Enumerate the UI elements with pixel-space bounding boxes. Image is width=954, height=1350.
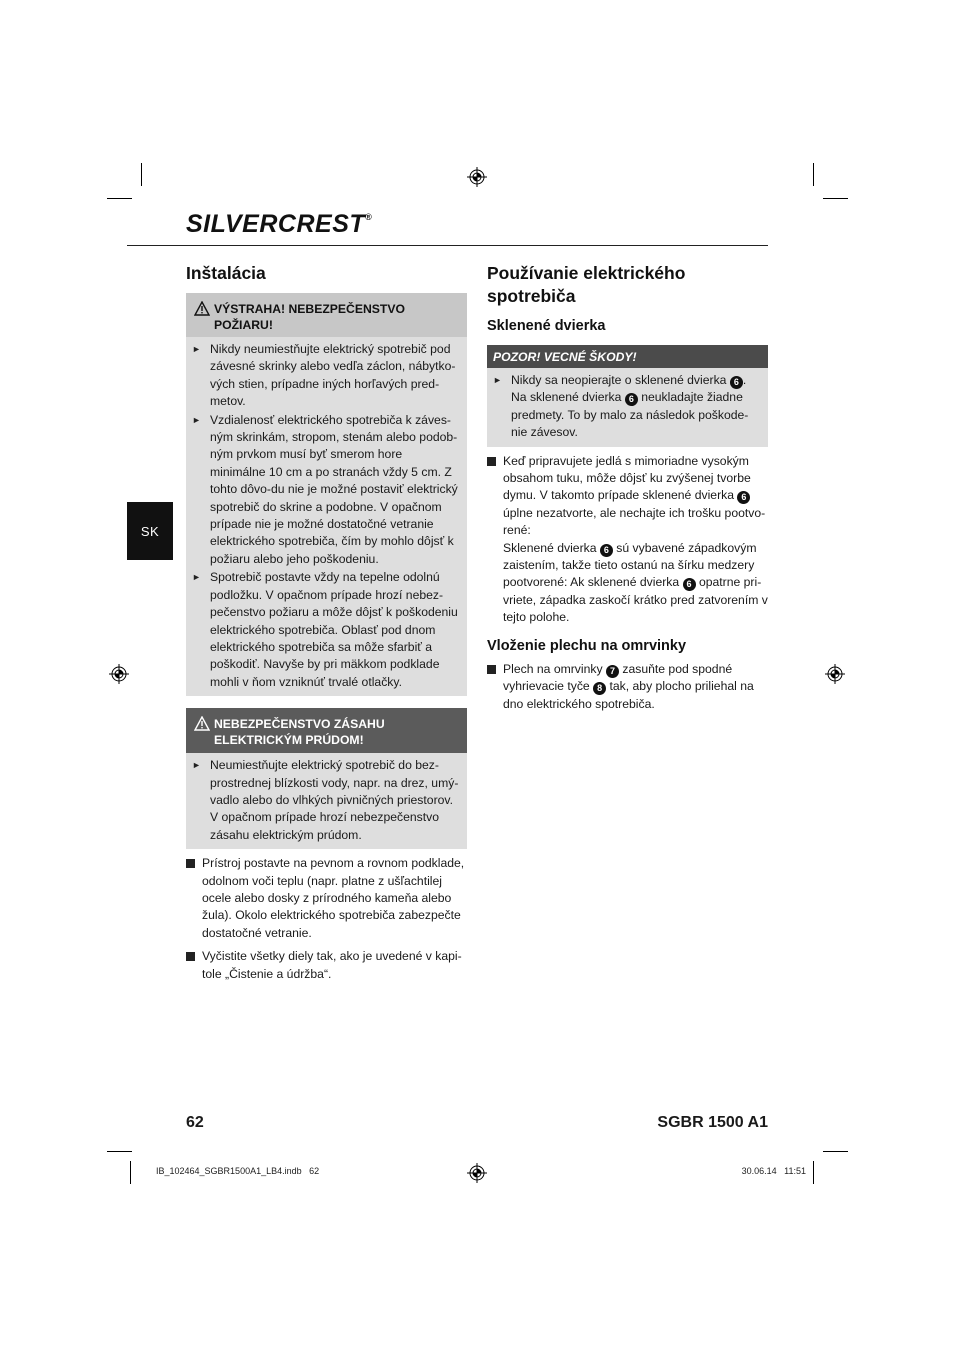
section-title-usage: Používanie elektrického spotrebiča <box>487 263 686 306</box>
text-part: úplne nezatvorte, ale nechajte ich trošku pootvo-rené: <box>503 505 766 538</box>
list-item-text: Vzdialenosť elektrického spotrebiča k záves-ným skrinkám, stropom, stenám alebo podob-ným prvkom musí byť smerom hore minimálne 10 cm a po stranách vždy 5 cm. Z tohto dôvo-du nie je možné postaviť elektrický spotrebič do skrine a podobne. V opačnom prípade nie je možné dostatočné vetranie elektrického spotrebiča, čím by mohlo dôjsť k požiaru alebo jeho poškodeniu. <box>210 412 458 566</box>
fire-warning-box <box>186 293 467 696</box>
registration-mark-icon <box>467 167 487 187</box>
text-part: zasuňte pod spodné vyhrievacie tyče <box>503 661 733 694</box>
list-item-text: Prístroj postavte na pevnom a rovnom podklade, odolnom voči teplu (napr. platne z ušľachtilej ocele alebo dosky z prírodného kameňa alebo žula). Okolo elektrického spotrebiča zabezpečte dostatočné vetranie. <box>202 856 465 940</box>
list-item <box>192 569 459 691</box>
reference-number-6: 6 <box>625 393 638 406</box>
list-item <box>192 341 459 411</box>
registration-mark-icon <box>109 664 129 684</box>
crop-mark <box>107 198 132 199</box>
header-rule <box>127 245 768 246</box>
warning-triangle-icon <box>194 716 210 731</box>
crop-mark <box>141 163 142 186</box>
list-item-text <box>503 661 768 713</box>
shock-warning-heading: NEBEZPEČENSTVO ZÁSAHU ELEKTRICKÝM PRÚDOM! <box>214 717 385 748</box>
reference-number-7: 7 <box>606 665 619 678</box>
list-item <box>186 948 467 983</box>
brand-logo-text: SILVERCREST <box>186 210 366 238</box>
subsection-title-crumb-tray: Vloženie plechu na omrvinky <box>487 637 687 654</box>
warning-triangle-icon <box>194 301 210 316</box>
list-item <box>192 412 459 569</box>
text-part: Nikdy sa neopierajte o sklenené dvierka <box>511 373 727 387</box>
section-title-installation: Inštalácia <box>186 263 266 283</box>
text-part: tak, aby plocho priliehal na dno elektrického spotrebiča. <box>503 679 754 711</box>
arrow-bullet-icon: ► <box>493 375 502 385</box>
list-item <box>493 372 760 442</box>
list-item-text <box>503 453 768 627</box>
shock-warning-header <box>186 708 467 753</box>
registered-mark: ® <box>365 212 373 222</box>
list-item-text: Nikdy neumiestňujte elektrický spotrebič pod závesné skrinky alebo vedľa záclon, nábytko-vých stien, prípadne iných horľavých pred-metov. <box>210 342 456 409</box>
language-tab <box>127 502 173 560</box>
arrow-bullet-icon: ► <box>192 760 201 771</box>
text-part: Keď pripravujete jedlá s mimoriadne vysokým obsahom tuku, môže dôjsť ku zvýšenej tvorbe dymu. V takomto prípade sklenené dvierka <box>503 453 751 503</box>
square-bullet-icon <box>186 948 202 983</box>
text-part: neukladajte žiadne predmety. To by malo za následok poškode-nie závesov. <box>511 390 749 440</box>
reference-number-6: 6 <box>737 491 750 504</box>
print-slug-file: IB_102464_SGBR1500A1_LB4.indb 62 <box>156 1166 320 1176</box>
caution-body <box>487 368 768 447</box>
print-slug-date: 30.06.14 11:51 <box>741 1166 806 1176</box>
crop-mark <box>813 163 814 186</box>
reference-number-6: 6 <box>683 578 696 591</box>
square-bullet-icon <box>487 661 503 713</box>
list-item-text: Vyčistite všetky diely tak, ako je uvedené v kapi-tole „Čistenie a údržba“. <box>202 949 462 981</box>
arrow-bullet-icon: ► <box>192 572 201 583</box>
fire-warning-body <box>186 337 467 696</box>
fire-warning-header <box>186 293 467 337</box>
text-part: opatrne pri-vriete, západka zaskočí krátko pred zatvorením v tejto polohe. <box>503 575 768 625</box>
text-part: Plech na omrvinky <box>503 661 603 676</box>
reference-number-6: 6 <box>730 376 743 389</box>
list-item-text: Neumiestňujte elektrický spotrebič do bez-prostrednej blízkosti vody, napr. na drez, umý-vadlo alebo do vlhkých pivničných priestorov. V opačnom prípade hrozí nebezpečenstvo zásahu elektrickým prúdom. <box>210 758 459 842</box>
list-item-text: Spotrebič postavte vždy na tepelne odolnú podložku. V opačnom prípade hrozí nebez-pečenstvo požiaru a môže dôjsť k poškodeniu elektrického spotrebiča. Oblasť pod dnom elektrického spotrebiča sa môže sfarbiť a poškodiť. Navyše by pri mäkkom podklade mohli v ňom vzniknúť trvalé otlačky. <box>210 570 458 689</box>
square-bullet-icon <box>186 855 202 942</box>
subsection-title-glass-door: Sklenené dvierka <box>487 318 606 334</box>
arrow-bullet-icon: ► <box>192 344 201 354</box>
reference-number-6: 6 <box>600 544 613 557</box>
list-item <box>487 661 768 713</box>
left-column <box>186 262 467 983</box>
crop-mark <box>823 1151 848 1152</box>
language-tab-label: SK <box>140 523 160 539</box>
shock-warning-box <box>186 708 467 849</box>
fire-warning-heading: VÝSTRAHA! NEBEZPEČENSTVO POŽIARU! <box>214 302 405 332</box>
right-column <box>487 262 768 713</box>
crop-mark <box>130 1161 131 1184</box>
arrow-bullet-icon: ► <box>192 414 201 425</box>
installation-bullets <box>186 855 467 983</box>
shock-warning-body <box>186 753 467 849</box>
registration-mark-icon <box>825 664 845 684</box>
text-part: Sklenené dvierka <box>503 540 597 555</box>
registration-mark-icon <box>467 1163 487 1183</box>
list-item-text <box>511 372 760 442</box>
page-number: 62 <box>186 1114 204 1131</box>
caution-box <box>487 345 768 447</box>
model-number: SGBR 1500 A1 <box>657 1114 768 1131</box>
brand-logo <box>186 210 372 239</box>
crop-mark <box>823 198 848 199</box>
list-item <box>186 855 467 942</box>
text-part: . Na sklenené dvierka <box>511 373 747 405</box>
crop-mark <box>813 1161 814 1184</box>
list-item <box>487 453 768 627</box>
usage-bullets <box>487 453 768 627</box>
reference-number-8: 8 <box>593 682 606 695</box>
text-part: sú vybavené západkovým zaistením, takže tieto ostanú na šírku medzery pootvorené: Ak sklenené dvierka <box>503 540 757 590</box>
crop-mark <box>107 1151 132 1152</box>
list-item <box>192 757 459 844</box>
crumb-tray-bullets <box>487 661 768 713</box>
caution-header: POZOR! VECNÉ ŠKODY! <box>487 345 768 368</box>
square-bullet-icon <box>487 453 503 627</box>
